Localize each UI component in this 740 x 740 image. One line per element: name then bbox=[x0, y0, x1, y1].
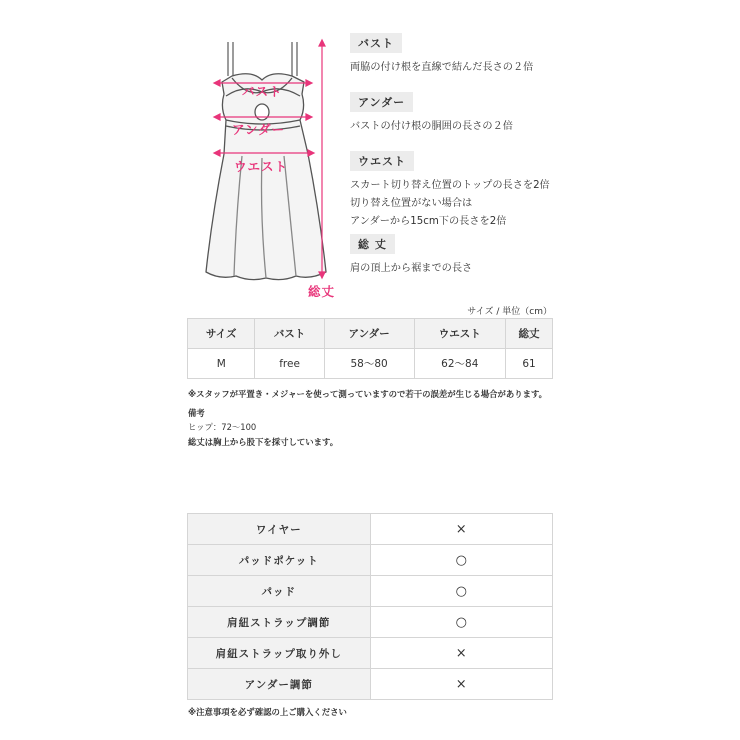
definition-text: 肩の頂上から裾までの長さ bbox=[350, 263, 473, 274]
unit-note: サイズ / 単位（cm） bbox=[467, 307, 552, 317]
definition-length bbox=[350, 233, 472, 278]
definition-title: ウエスト bbox=[350, 151, 414, 171]
table-cell: 62〜84 bbox=[414, 349, 506, 379]
table-cell: free bbox=[255, 349, 324, 379]
header-cell: ウエスト bbox=[414, 319, 506, 349]
feature-mark: ○ bbox=[370, 607, 553, 638]
table-row bbox=[188, 638, 553, 669]
header-cell: 総丈 bbox=[506, 319, 553, 349]
definition-under bbox=[350, 91, 513, 136]
feature-mark: × bbox=[370, 638, 553, 669]
table-cell: 61 bbox=[506, 349, 553, 379]
definition-text bbox=[350, 177, 550, 231]
table-row bbox=[188, 669, 553, 700]
feature-label: 肩紐ストラップ調節 bbox=[188, 607, 371, 638]
features-table bbox=[187, 513, 553, 700]
hip-note: ヒップ：72〜100 bbox=[188, 422, 257, 432]
remarks-title: 備考 bbox=[188, 407, 205, 418]
definition-waist bbox=[350, 150, 550, 231]
footnote: ※注意事項を必ず確認の上ご購入ください bbox=[188, 707, 347, 717]
table-cell: M bbox=[188, 349, 255, 379]
definition-title: バスト bbox=[350, 33, 402, 53]
definition-text: バストの付け根の胴囲の長さの２倍 bbox=[350, 121, 513, 132]
table-header-row bbox=[188, 319, 553, 349]
header-cell: バスト bbox=[255, 319, 324, 349]
table-row bbox=[188, 607, 553, 638]
size-table bbox=[187, 318, 553, 379]
definition-bust bbox=[350, 32, 533, 77]
waist-label: ウエスト bbox=[234, 159, 289, 174]
feature-mark: × bbox=[370, 514, 553, 545]
header-cell: アンダー bbox=[324, 319, 414, 349]
definition-line: アンダーから15cm下の長さを2倍 bbox=[350, 216, 507, 227]
definition-title: アンダー bbox=[350, 92, 413, 112]
feature-label: アンダー調節 bbox=[188, 669, 371, 700]
definition-text: 両脇の付け根を直線で結んだ長さの２倍 bbox=[350, 62, 534, 73]
table-row bbox=[188, 349, 553, 379]
length-label: 総丈 bbox=[308, 284, 336, 299]
under-label: アンダー bbox=[232, 122, 286, 137]
notes bbox=[188, 387, 547, 449]
header-cell: サイズ bbox=[188, 319, 255, 349]
definition-title: 総 丈 bbox=[350, 234, 395, 254]
table-cell: 58〜80 bbox=[324, 349, 414, 379]
table-row bbox=[188, 545, 553, 576]
feature-label: ワイヤー bbox=[188, 514, 371, 545]
bust-label: バスト bbox=[242, 84, 283, 99]
garment-diagram bbox=[196, 36, 346, 300]
definition-line: 切り替え位置がない場合は bbox=[350, 198, 473, 209]
definition-line: スカート切り替え位置のトップの長さを2倍 bbox=[350, 180, 550, 191]
table-row bbox=[188, 514, 553, 545]
disclaimer: ※スタッフが平置き・メジャーを使って測っていますので若干の誤差が生じる場合があります。 bbox=[188, 389, 548, 399]
table-row bbox=[188, 576, 553, 607]
feature-mark: ○ bbox=[370, 545, 553, 576]
feature-mark: ○ bbox=[370, 576, 553, 607]
length-note: 総丈は胸上から股下を採寸しています。 bbox=[188, 436, 339, 447]
feature-mark: × bbox=[370, 669, 553, 700]
feature-label: パッドポケット bbox=[188, 545, 371, 576]
feature-label: 肩紐ストラップ取り外し bbox=[188, 638, 371, 669]
feature-label: パッド bbox=[188, 576, 371, 607]
